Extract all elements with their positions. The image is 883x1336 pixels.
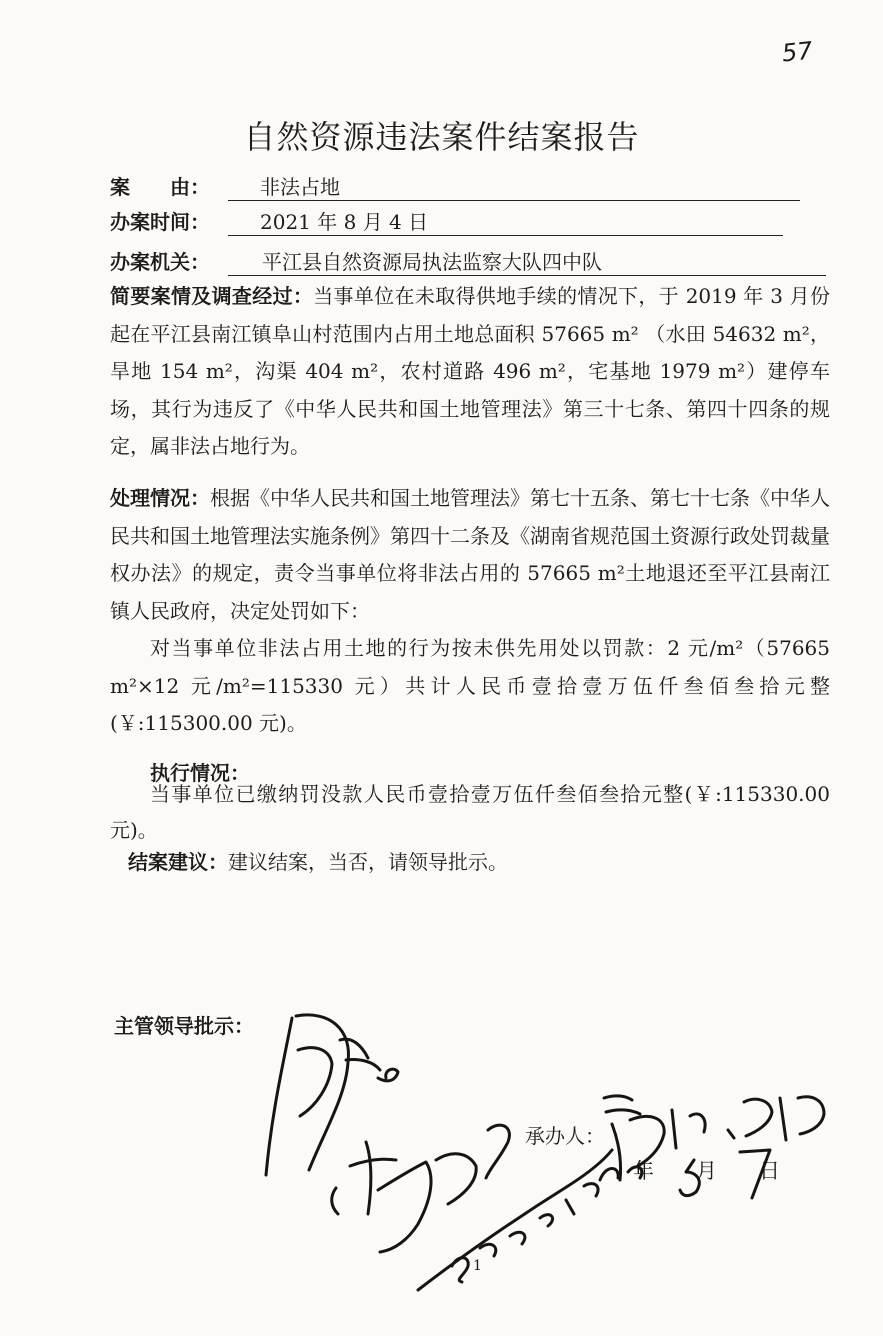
second-signature-stroke-4 xyxy=(436,1154,476,1204)
handling-text: 根据《中华人民共和国土地管理法》第七十五条、第七十七条《中华人民共和国土地管理法实施条例》第四十二条及《湖南省规范国土资源行政处罚裁量权办法》的规定，责令当事单位将非法占用的 57665 m²土地退还至平江县南江镇人民政府，决定处罚如下： xyxy=(110,486,830,623)
second-signature-stroke-5 xyxy=(486,1125,509,1178)
leader-signature-stroke-3 xyxy=(298,1048,332,1116)
second-signature-stroke-1 xyxy=(332,1188,338,1214)
handwritten-day xyxy=(740,1150,770,1198)
page-number-top: 57 xyxy=(780,36,814,68)
document-title: 自然资源违法案件结案报告 xyxy=(243,118,640,156)
execution-text: 当事单位已缴纳罚没款人民币壹拾壹万伍仟叁佰叁拾元整(￥:115330.00 元)。 xyxy=(110,782,830,842)
penalty-decision: 对当事单位非法占用土地的行为按未供先用处以罚款：2 元/m²（57665 m²×12 元/m²=115330 元）共计人民币壹拾壹万伍仟叁佰叁拾元整(￥:115300.00 元)。 xyxy=(110,636,830,735)
handler-signature-2 xyxy=(744,1097,824,1140)
case-time-label: 办案时间： xyxy=(110,210,210,234)
case-summary-text: 当事单位在未取得供地手续的情况下，于 2019 年 3 月份起在平江县南江镇阜山村范围内占用土地总面积 57665 m² （水田 54632 m²，旱地 154 m²，沟渠 404 m²，农村道路 496 m²，宅基地 1979 m²）建停车场，其行为违反了《中华人民共和国土地管理法》第三十七条、第四十四条的规定，属非法占地行为。 xyxy=(110,284,830,458)
handwritten-month xyxy=(680,1160,699,1196)
page-number-bottom: 1 xyxy=(473,1258,482,1274)
case-org-value: 平江县自然资源局执法监察大队四中队 xyxy=(262,250,602,274)
case-time-value: 2021 年 8 月 4 日 xyxy=(260,210,429,234)
date-label: 年 月 日 xyxy=(633,1159,780,1183)
leader-signature-stroke-1 xyxy=(266,1018,292,1175)
suggestion-label: 结案建议： xyxy=(128,850,228,874)
case-reason-label: 案 由： xyxy=(110,175,210,199)
handler-label: 承办人： xyxy=(525,1124,605,1148)
case-reason-value: 非法占地 xyxy=(260,175,340,199)
case-org-label: 办案机关： xyxy=(110,250,210,274)
execution-label: 执行情况： xyxy=(150,761,250,785)
second-signature-stroke-3 xyxy=(378,1162,431,1252)
suggestion-text: 建议结案，当否，请领导批示。 xyxy=(228,850,508,874)
handler-signature-separator xyxy=(728,1130,734,1138)
leader-approval-label: 主管领导批示： xyxy=(114,1014,254,1038)
handling-label: 处理情况： xyxy=(110,486,210,510)
case-summary-label: 简要案情及调查经过： xyxy=(110,284,314,308)
second-signature-stroke-2 xyxy=(350,1142,396,1214)
handwritten-date-diagonal xyxy=(418,1150,612,1290)
